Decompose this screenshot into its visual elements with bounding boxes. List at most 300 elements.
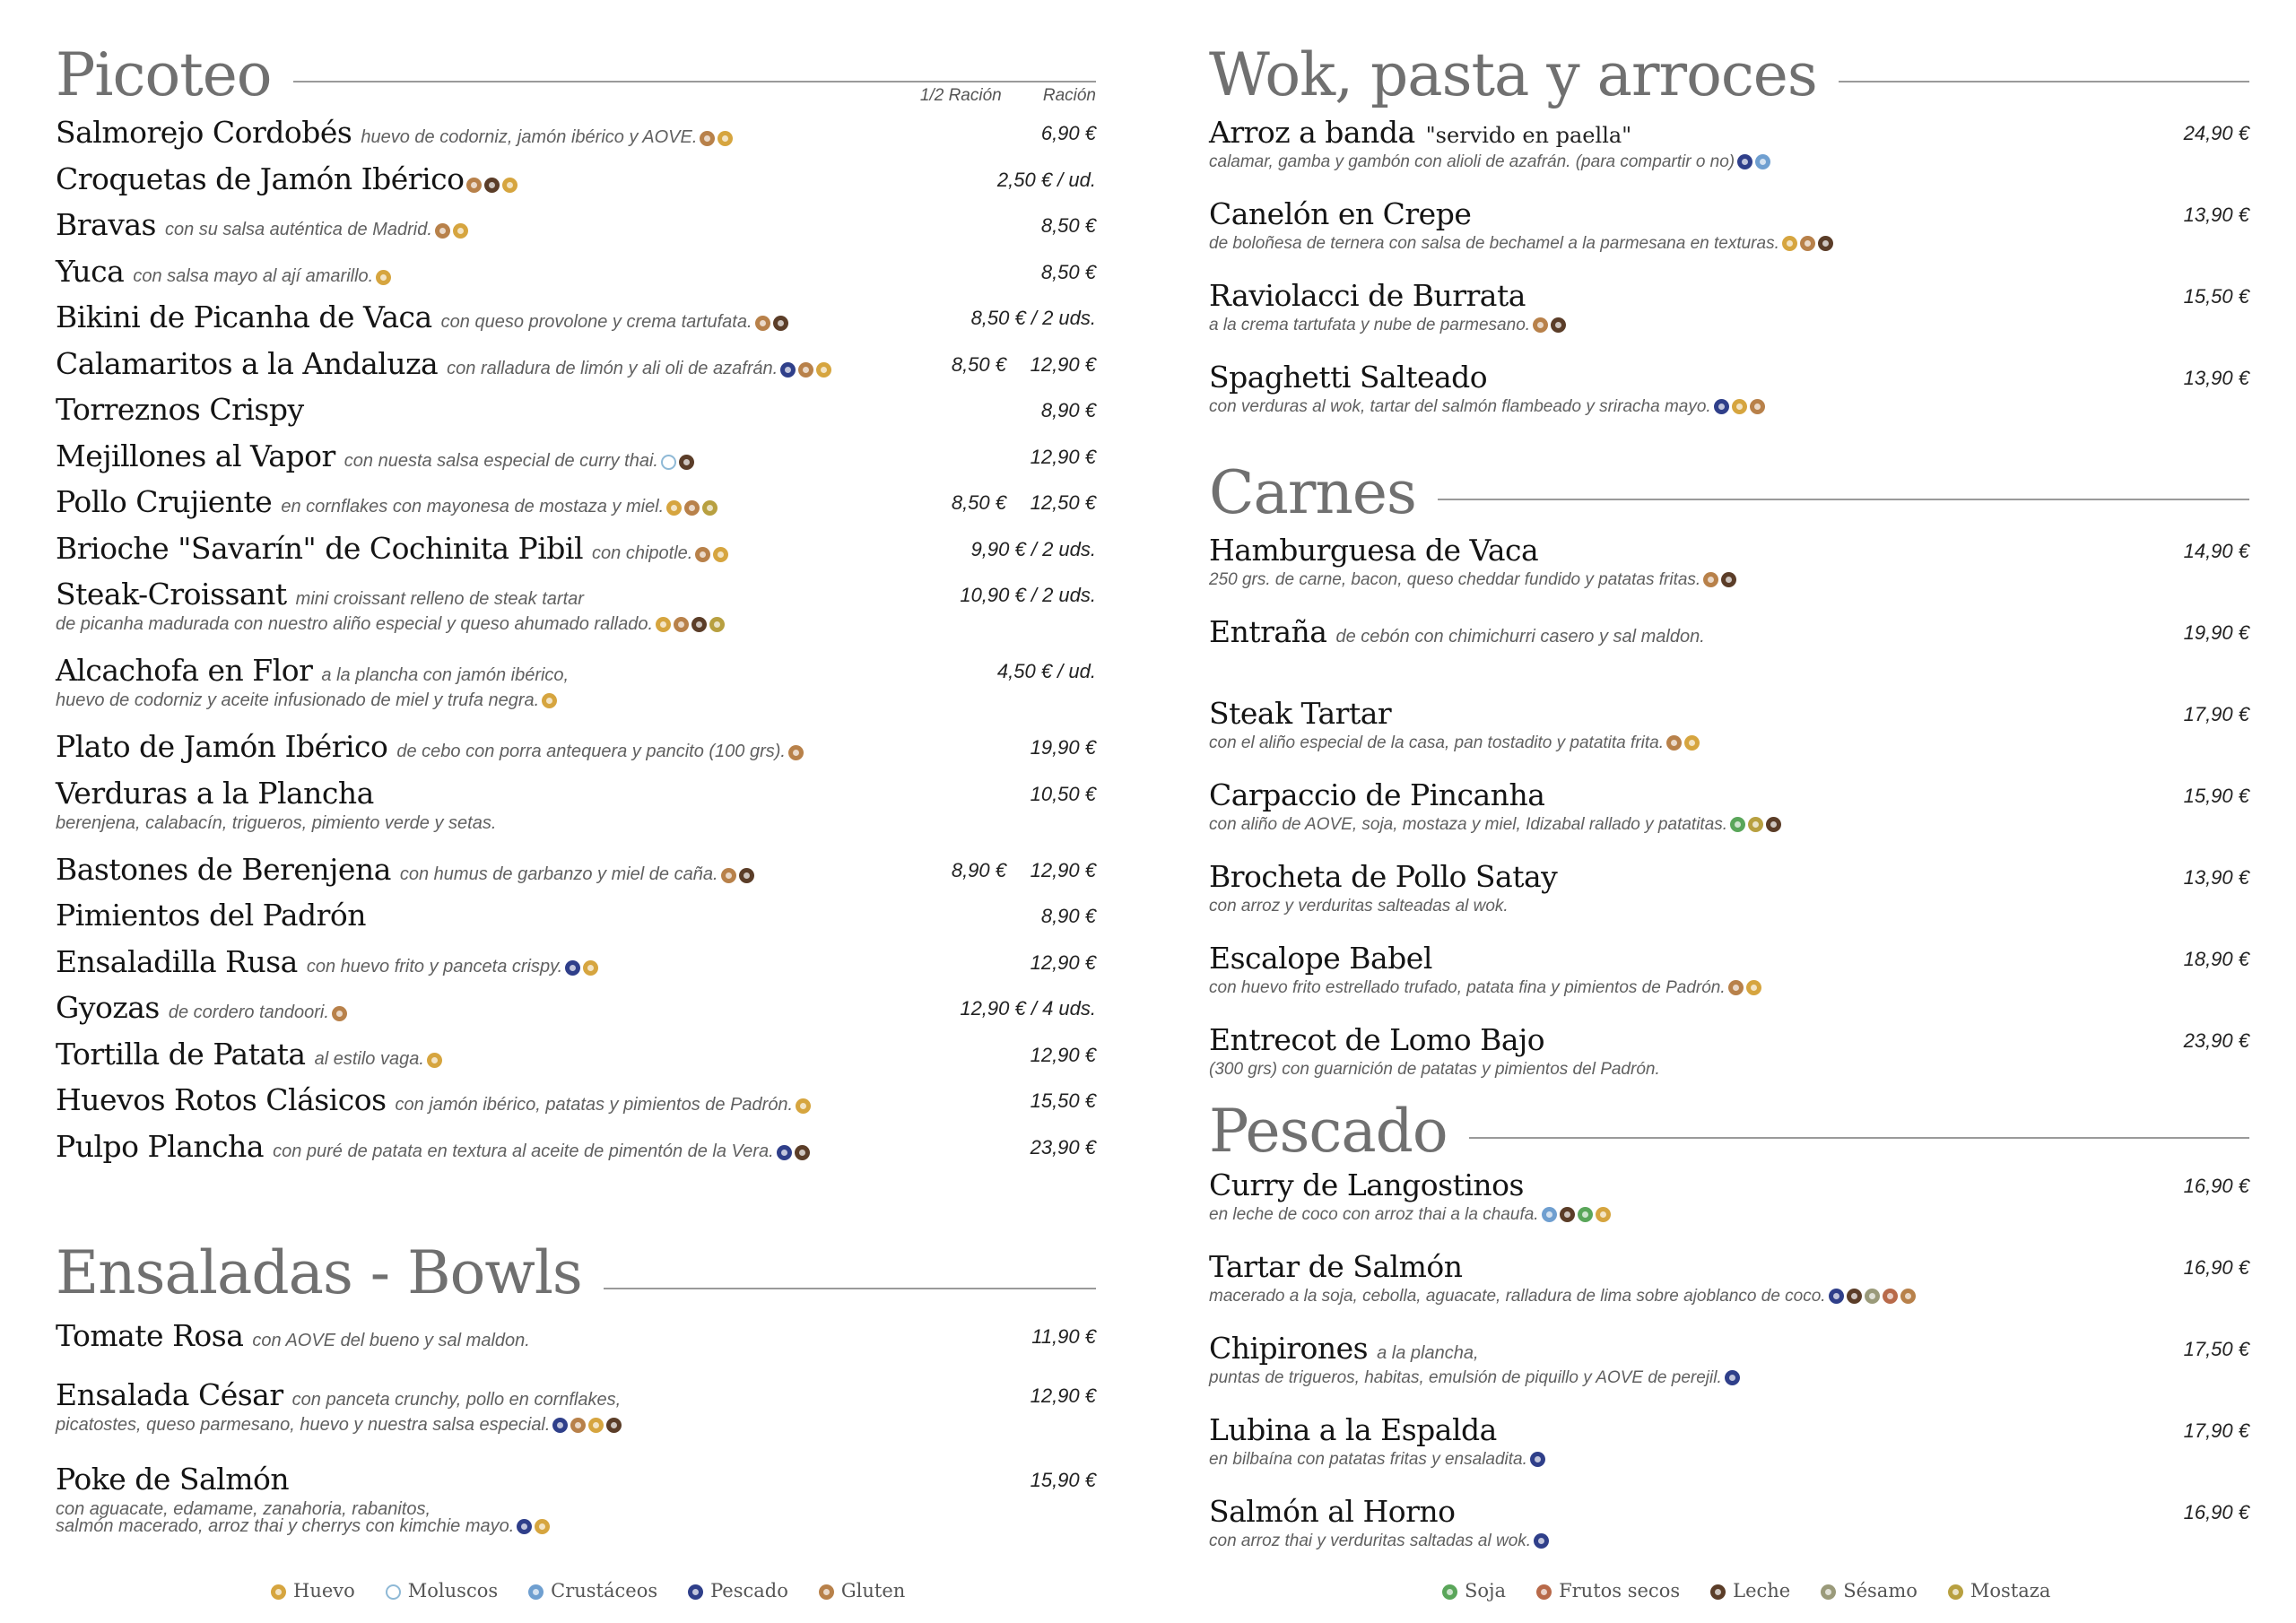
menu-item-line xyxy=(1209,360,2249,401)
menu-item-description-line2: con verduras al wok, tartar del salmón flambeado y sriracha mayo. xyxy=(1209,397,2249,417)
huevo-allergen-icon xyxy=(376,270,391,285)
gluten-allergen-icon xyxy=(1703,572,1718,587)
menu-item-price: 2,50 € / ud. xyxy=(996,168,1096,191)
menu-item-line xyxy=(56,392,1096,433)
menu-item xyxy=(56,852,1096,893)
menu-item xyxy=(1209,1022,2249,1080)
menu-item-line xyxy=(56,990,1096,1031)
leche-allergen-icon xyxy=(679,455,694,470)
menu-item-price: 19,90 € xyxy=(2183,621,2249,644)
menu-item-name: Entrecot de Lomo Bajo xyxy=(1209,1022,1545,1057)
leche-allergen-icon xyxy=(691,617,707,632)
menu-item-name: Arroz a banda xyxy=(1209,115,1415,150)
menu-item-line xyxy=(1209,1022,2249,1063)
menu-item-description: a la plancha con jamón ibérico, xyxy=(321,665,570,685)
menu-item-name: Salmorejo Cordobés xyxy=(56,115,352,150)
menu-item-line xyxy=(56,531,1096,572)
half-portion-header: 1/2 Ración xyxy=(919,86,1002,105)
leche-allergen-icon xyxy=(1818,236,1833,251)
section-title: Carnes xyxy=(1209,457,1438,529)
menu-item-price: 8,90 € xyxy=(1040,905,1096,927)
menu-item-name: Huevos Rotos Clásicos xyxy=(56,1082,387,1117)
menu-item-price: 8,50 € / 2 uds. xyxy=(970,307,1096,329)
sesamo-allergen-icon xyxy=(1821,1584,1836,1600)
menu-item-description: con chipotle. xyxy=(592,542,693,563)
menu-item-price: 15,50 € xyxy=(2183,285,2249,308)
menu-item-line xyxy=(1209,859,2249,900)
huevo-allergen-icon xyxy=(816,362,831,378)
menu-item-line xyxy=(1209,115,2249,156)
menu-item-name: Mejillones al Vapor xyxy=(56,438,335,473)
menu-item-line xyxy=(56,852,1096,893)
menu-item-line xyxy=(1209,278,2249,319)
menu-item-price: 23,90 € xyxy=(1030,1135,1096,1159)
menu-item-description: huevo de codorniz, jamón ibérico y AOVE. xyxy=(361,127,698,147)
menu-item-name: Lubina a la Espalda xyxy=(1209,1412,1497,1447)
menu-item-line xyxy=(56,1129,1096,1170)
menu-item-description-line2: de picanha madurada con nuestro aliño especial y queso ahumado rallado. xyxy=(56,614,1096,635)
menu-item-name: Poke de Salmón xyxy=(56,1462,290,1497)
huevo-allergen-icon xyxy=(796,1098,811,1114)
menu-item-note: "servido en paella" xyxy=(1425,123,1632,148)
menu-item xyxy=(56,299,1096,341)
crustaceos-allergen-icon xyxy=(528,1584,544,1600)
menu-item xyxy=(56,346,1096,387)
menu-item-price: 12,90 € xyxy=(1030,1043,1096,1066)
pescado-allergen-icon xyxy=(777,1145,792,1160)
menu-item-description: al estilo vaga. xyxy=(314,1048,424,1069)
huevo-allergen-icon xyxy=(588,1418,604,1433)
menu-item xyxy=(1209,278,2249,335)
legend-item xyxy=(528,1580,657,1601)
crustaceos-allergen-icon xyxy=(1755,154,1770,169)
menu-item xyxy=(1209,777,2249,835)
huevo-allergen-icon xyxy=(1596,1207,1611,1222)
menu-item-line xyxy=(56,346,1096,387)
menu-item-name: Tartar de Salmón xyxy=(1209,1249,1463,1284)
section-title: Wok, pasta y arroces xyxy=(1209,39,1839,111)
legend-label: Soja xyxy=(1465,1580,1507,1601)
menu-item-line xyxy=(1209,777,2249,819)
menu-item xyxy=(56,1082,1096,1124)
huevo-allergen-icon xyxy=(271,1584,286,1600)
menu-item xyxy=(56,392,1096,433)
menu-item xyxy=(56,944,1096,985)
gluten-allergen-icon xyxy=(1900,1289,1916,1304)
menu-item-name: Verduras a la Plancha xyxy=(56,775,374,811)
menu-item-price: 17,50 € xyxy=(2183,1338,2249,1360)
menu-item-name: Hamburguesa de Vaca xyxy=(1209,533,1539,568)
menu-item-name: Pollo Crujiente xyxy=(56,484,273,519)
menu-item-name: Spaghetti Salteado xyxy=(1209,360,1488,395)
menu-item-description-line2: 250 grs. de carne, bacon, queso cheddar fundido y patatas fritas. xyxy=(1209,570,2249,590)
menu-item xyxy=(1209,196,2249,254)
section-header xyxy=(1209,1096,2249,1167)
menu-item-name: Ensalada César xyxy=(56,1377,283,1412)
menu-item-price: 9,90 € / 2 uds. xyxy=(970,537,1096,560)
menu-item-name: Pulpo Plancha xyxy=(56,1128,265,1164)
section-wok xyxy=(1209,39,2249,416)
legend-label: Frutos secos xyxy=(1559,1580,1681,1601)
huevo-allergen-icon xyxy=(535,1519,550,1534)
legend-label: Gluten xyxy=(840,1580,906,1601)
legend-item xyxy=(386,1580,498,1601)
menu-item-description: en cornflakes con mayonesa de mostaza y miel. xyxy=(281,497,665,516)
menu-item-description: con huevo frito y panceta crispy. xyxy=(306,956,563,976)
menu-item xyxy=(56,1377,1096,1436)
menu-item-price: 13,90 € xyxy=(2183,866,2249,889)
menu-item-name: Plato de Jamón Ibérico xyxy=(56,729,388,764)
gluten-allergen-icon xyxy=(466,178,482,193)
menu-item-description-line2: a la crema tartufata y nube de parmesano. xyxy=(1209,316,2249,335)
menu-item-name: Ensaladilla Rusa xyxy=(56,943,298,979)
menu-item-line xyxy=(56,1037,1096,1078)
menu-item-name: Tomate Rosa xyxy=(56,1318,244,1353)
gluten-allergen-icon xyxy=(819,1584,834,1600)
gluten-allergen-icon xyxy=(695,547,710,562)
menu-item-line xyxy=(56,653,1096,694)
huevo-allergen-icon xyxy=(666,500,682,516)
menu-item-name: Bravas xyxy=(56,207,156,242)
menu-item-line xyxy=(56,944,1096,985)
menu-item-description-line2: con arroz y verduritas salteadas al wok. xyxy=(1209,897,1509,916)
menu-item-price: 12,90 € xyxy=(1030,858,1096,881)
gluten-allergen-icon xyxy=(1728,980,1744,995)
legend-label: Sésamo xyxy=(1843,1580,1918,1601)
mostaza-allergen-icon xyxy=(709,617,725,632)
menu-item-price: 11,90 € xyxy=(1031,1325,1096,1348)
leche-allergen-icon xyxy=(739,868,754,883)
huevo-allergen-icon xyxy=(1746,980,1761,995)
sesamo-allergen-icon xyxy=(1865,1289,1880,1304)
menu-item xyxy=(56,207,1096,248)
menu-item-name: Alcachofa en Flor xyxy=(56,653,313,688)
menu-item-description: con ralladura de limón y ali oli de azafrán. xyxy=(447,358,778,378)
menu-item xyxy=(1209,533,2249,590)
menu-item-line xyxy=(56,898,1096,939)
menu-item-name: Bikini de Picanha de Vaca xyxy=(56,299,432,334)
menu-item xyxy=(1209,614,2249,655)
menu-item-description-line2: con el aliño especial de la casa, pan tostadito y patatita frita. xyxy=(1209,733,2249,753)
menu-item-name: Escalope Babel xyxy=(1209,941,1432,976)
menu-item-description: de cebo con porra antequera y pancito (100 grs). xyxy=(396,742,786,761)
legend-item xyxy=(1442,1580,1506,1601)
leche-allergen-icon xyxy=(1721,572,1736,587)
moluscos-allergen-icon xyxy=(386,1584,401,1600)
leche-allergen-icon xyxy=(484,178,500,193)
huevo-allergen-icon xyxy=(1684,735,1700,751)
menu-item-name: Calamaritos a la Andaluza xyxy=(56,345,439,381)
menu-item xyxy=(1209,115,2249,172)
menu-item-line xyxy=(56,776,1096,817)
legend-label: Pescado xyxy=(710,1580,788,1601)
menu-item-line xyxy=(56,161,1096,203)
menu-item-name: Steak Tartar xyxy=(1209,696,1392,731)
crustaceos-allergen-icon xyxy=(1542,1207,1557,1222)
menu-item-price: 12,90 € xyxy=(1030,950,1096,974)
menu-item-name: Entraña xyxy=(1209,614,1327,649)
pescado-allergen-icon xyxy=(1725,1370,1740,1385)
menu-item xyxy=(56,438,1096,480)
menu-item-line xyxy=(1209,533,2249,574)
menu-item xyxy=(1209,1167,2249,1225)
menu-item-description: con humus de garbanzo y miel de caña. xyxy=(399,864,718,884)
menu-item-description: con salsa mayo al ají amarillo. xyxy=(133,265,374,286)
menu-item-line xyxy=(56,115,1096,156)
gluten-allergen-icon xyxy=(721,868,736,883)
menu-item-description-line2: con aguacate, edamame, zanahoria, rabanitos, xyxy=(56,1499,431,1519)
pescado-allergen-icon xyxy=(780,362,796,378)
menu-item-price: 12,50 € xyxy=(1030,491,1096,514)
menu-item-name: Chipirones xyxy=(1209,1331,1369,1366)
frutos-secos-allergen-icon xyxy=(1536,1584,1552,1600)
section-title: Pescado xyxy=(1209,1096,1469,1167)
gluten-allergen-icon xyxy=(570,1418,586,1433)
menu-item-line xyxy=(56,438,1096,480)
menu-item-description-line2: picatostes, queso parmesano, huevo y nuestra salsa especial. xyxy=(56,1415,1096,1436)
menu-item-price: 8,90 € xyxy=(1040,399,1096,421)
legend-label: Crustáceos xyxy=(551,1580,658,1601)
soja-allergen-icon xyxy=(1442,1584,1457,1600)
menu-item-description: de cordero tandoori. xyxy=(168,1002,329,1022)
menu-item-price: 12,90 € xyxy=(1030,445,1096,468)
menu-item-line xyxy=(1209,1412,2249,1454)
allergen-legend-right xyxy=(1442,1580,2081,1601)
gluten-allergen-icon xyxy=(674,617,689,632)
leche-allergen-icon xyxy=(606,1418,622,1433)
menu-item-price: 10,50 € xyxy=(1030,782,1096,805)
menu-item xyxy=(1209,1412,2249,1470)
menu-item xyxy=(1209,360,2249,417)
legend-item xyxy=(1536,1580,1680,1601)
menu-item-line xyxy=(56,729,1096,770)
legend-label: Mostaza xyxy=(1970,1580,2051,1601)
huevo-allergen-icon xyxy=(1732,399,1747,414)
menu-item-price: 12,90 € / 4 uds. xyxy=(960,997,1096,1020)
gluten-allergen-icon xyxy=(435,223,450,239)
menu-item-line xyxy=(1209,1249,2249,1290)
menu-item xyxy=(1209,859,2249,916)
gluten-allergen-icon xyxy=(755,316,770,331)
legend-label: Leche xyxy=(1733,1580,1791,1601)
huevo-allergen-icon xyxy=(427,1053,442,1068)
leche-allergen-icon xyxy=(1560,1207,1575,1222)
pescado-allergen-icon xyxy=(688,1584,703,1600)
legend-item xyxy=(271,1580,355,1601)
menu-item xyxy=(56,1318,1096,1359)
menu-item-price: 16,90 € xyxy=(2183,1501,2249,1523)
menu-item-line xyxy=(56,254,1096,295)
menu-item xyxy=(56,531,1096,572)
pescado-allergen-icon xyxy=(1530,1452,1545,1467)
menu-item-price: 8,50 € xyxy=(1040,214,1096,237)
menu-item-line xyxy=(56,577,1096,618)
menu-item-price: 13,90 € xyxy=(2183,367,2249,389)
menu-item-price: 18,90 € xyxy=(2183,948,2249,970)
menu-item-line xyxy=(56,299,1096,341)
menu-item xyxy=(56,1462,1096,1537)
menu-item-price: 8,50 € xyxy=(1040,260,1096,283)
menu-item-price: 15,90 € xyxy=(1030,1469,1096,1491)
menu-item-price: 17,90 € xyxy=(2183,1419,2249,1442)
legend-item xyxy=(688,1580,788,1601)
menu-item-name: Raviolacci de Burrata xyxy=(1209,278,1526,313)
menu-item-line xyxy=(56,1377,1096,1419)
full-portion-header: Ración xyxy=(1042,86,1096,105)
leche-allergen-icon xyxy=(795,1145,810,1160)
menu-item-name: Torreznos Crispy xyxy=(56,392,304,427)
menu-item xyxy=(56,776,1096,834)
menu-item-description: con queso provolone y crema tartufata. xyxy=(440,312,752,332)
menu-item-description-line3: salmón macerado, arroz thai y cherrys con kimchie mayo. xyxy=(56,1516,1096,1537)
menu-item xyxy=(1209,941,2249,998)
menu-item-line xyxy=(56,1462,1096,1503)
half-portion-price: 8,50 € xyxy=(951,491,1006,514)
leche-allergen-icon xyxy=(1551,317,1566,333)
menu-item-description: a la plancha, xyxy=(1377,1343,1479,1363)
gluten-allergen-icon xyxy=(1750,399,1765,414)
allergen-legend-left xyxy=(271,1580,935,1601)
menu-item xyxy=(56,254,1096,295)
menu-item-description: con su salsa auténtica de Madrid. xyxy=(164,220,432,239)
gluten-allergen-icon xyxy=(700,131,715,146)
menu-item-line xyxy=(56,1318,1096,1359)
menu-item-description-line2: en bilbaína con patatas fritas y ensaladita. xyxy=(1209,1450,2249,1470)
huevo-allergen-icon xyxy=(1782,236,1797,251)
menu-item xyxy=(56,729,1096,770)
menu-item-description-line2: puntas de trigueros, habitas, emulsión de piquillo y AOVE de perejil. xyxy=(1209,1368,2249,1388)
menu-item-description-line2: macerado a la soja, cebolla, aguacate, ralladura de lima sobre ajoblanco de coco. xyxy=(1209,1287,2249,1306)
menu-item-name: Canelón en Crepe xyxy=(1209,196,1472,231)
menu-item-description-line2: calamar, gamba y gambón con alioli de azafrán. (para compartir o no) xyxy=(1209,152,2249,172)
menu-item-description: de cebón con chimichurri casero y sal maldon. xyxy=(1335,627,1705,647)
leche-allergen-icon xyxy=(1710,1584,1726,1600)
menu-item xyxy=(56,484,1096,525)
menu-item-price: 4,50 € / ud. xyxy=(996,660,1096,682)
leche-allergen-icon xyxy=(773,316,788,331)
leche-allergen-icon xyxy=(1766,817,1781,832)
menu-item-name: Gyozas xyxy=(56,990,160,1025)
menu-item-line xyxy=(1209,1167,2249,1209)
menu-item-name: Croquetas de Jamón Ibérico xyxy=(56,161,465,196)
menu-item-price: 10,90 € / 2 uds. xyxy=(960,584,1096,606)
soja-allergen-icon xyxy=(1578,1207,1593,1222)
menu-item-name: Steak-Croissant xyxy=(56,577,287,612)
menu-item-description: con jamón ibérico, patatas y pimientos de Padrón. xyxy=(395,1095,794,1115)
menu-item-description-line2: en leche de coco con arroz thai a la chaufa. xyxy=(1209,1205,2249,1225)
menu-item xyxy=(56,577,1096,635)
menu-item-price: 15,50 € xyxy=(1030,1089,1096,1112)
menu-item-line xyxy=(1209,696,2249,737)
menu-item-price: 13,90 € xyxy=(2183,204,2249,226)
huevo-allergen-icon xyxy=(502,178,517,193)
menu-item-name: Brocheta de Pollo Satay xyxy=(1209,859,1558,894)
pescado-allergen-icon xyxy=(565,960,580,976)
section-pescado xyxy=(1209,1096,2249,1550)
menu-item-name: Carpaccio de Pincanha xyxy=(1209,777,1545,812)
menu-item-line xyxy=(1209,941,2249,982)
half-portion-price: 8,90 € xyxy=(951,858,1006,881)
legend-item xyxy=(1948,1580,2050,1601)
menu-item-price: 12,90 € xyxy=(1030,352,1096,376)
gluten-allergen-icon xyxy=(1800,236,1815,251)
gluten-allergen-icon xyxy=(798,362,813,378)
menu-item xyxy=(1209,1494,2249,1551)
pescado-allergen-icon xyxy=(1737,154,1752,169)
menu-item-name: Tortilla de Patata xyxy=(56,1036,306,1072)
section-carnes xyxy=(1209,457,2249,1079)
menu-item-description-line2: berenjena, calabacín, trigueros, pimiento verde y setas. xyxy=(56,812,497,833)
pescado-allergen-icon xyxy=(1714,399,1729,414)
menu-item-line xyxy=(56,207,1096,248)
section-title: Ensaladas - Bowls xyxy=(56,1237,604,1309)
section-title: Picoteo xyxy=(56,39,293,111)
gluten-allergen-icon xyxy=(1533,317,1548,333)
menu-item-line xyxy=(56,1082,1096,1124)
menu-item-price: 19,90 € xyxy=(1030,736,1096,759)
frutos-secos-allergen-icon xyxy=(1883,1289,1898,1304)
menu-item-price: 17,90 € xyxy=(2183,703,2249,725)
menu-item-price: 15,90 € xyxy=(2183,785,2249,807)
pescado-allergen-icon xyxy=(1829,1289,1844,1304)
menu-item-description: mini croissant relleno de steak tartar xyxy=(295,589,584,609)
menu-item-description-line2: con arroz thai y verduritas saltadas al wok. xyxy=(1209,1532,2249,1551)
menu-item-price: 14,90 € xyxy=(2183,540,2249,562)
legend-label: Huevo xyxy=(293,1580,355,1601)
menu-item-name: Salmón al Horno xyxy=(1209,1494,1456,1529)
menu-item xyxy=(56,990,1096,1031)
menu-item xyxy=(56,1129,1096,1170)
menu-item-name: Bastones de Berenjena xyxy=(56,851,391,887)
menu-item-line xyxy=(56,484,1096,525)
price-column-headers xyxy=(903,86,1096,106)
menu-item-description: con panceta crunchy, pollo en cornflakes, xyxy=(291,1390,622,1410)
legend-item xyxy=(819,1580,905,1601)
section-header xyxy=(1209,457,2249,529)
menu-item-description-line2: huevo de codorniz y aceite infusionado de miel y trufa negra. xyxy=(56,690,1096,711)
huevo-allergen-icon xyxy=(583,960,598,976)
pescado-allergen-icon xyxy=(1534,1533,1549,1549)
mostaza-allergen-icon xyxy=(1948,1584,1963,1600)
menu-item-description: con puré de patata en textura al aceite de pimentón de la Vera. xyxy=(273,1141,774,1161)
gluten-allergen-icon xyxy=(1666,735,1682,751)
huevo-allergen-icon xyxy=(453,223,468,239)
menu-item-line xyxy=(1209,1494,2249,1535)
section-picoteo xyxy=(56,39,1096,1164)
menu-item xyxy=(56,653,1096,711)
menu-item-description: con AOVE del bueno y sal maldon. xyxy=(252,1331,530,1350)
menu-item-description-line2: (300 grs) con guarnición de patatas y pimientos del Padrón. xyxy=(1209,1060,1660,1079)
menu-item-price: 23,90 € xyxy=(2183,1029,2249,1052)
huevo-allergen-icon xyxy=(542,693,557,708)
menu-item-description-line2: con aliño de AOVE, soja, mostaza y miel, Idizabal rallado y patatitas. xyxy=(1209,815,2249,835)
gluten-allergen-icon xyxy=(684,500,700,516)
menu-item-name: Brioche "Savarín" de Cochinita Pibil xyxy=(56,530,584,566)
menu-item xyxy=(1209,1331,2249,1388)
moluscos-allergen-icon xyxy=(661,455,676,470)
pescado-allergen-icon xyxy=(552,1418,568,1433)
menu-item xyxy=(56,898,1096,939)
menu-item-line xyxy=(1209,614,2249,655)
menu-item xyxy=(1209,696,2249,753)
menu-item xyxy=(56,161,1096,203)
menu-item-price: 6,90 € xyxy=(1040,122,1096,144)
menu-item-price: 16,90 € xyxy=(2183,1175,2249,1197)
menu-item xyxy=(56,115,1096,156)
half-portion-price: 8,50 € xyxy=(951,352,1006,376)
menu-item-name: Curry de Langostinos xyxy=(1209,1167,1524,1202)
gluten-allergen-icon xyxy=(788,745,804,760)
